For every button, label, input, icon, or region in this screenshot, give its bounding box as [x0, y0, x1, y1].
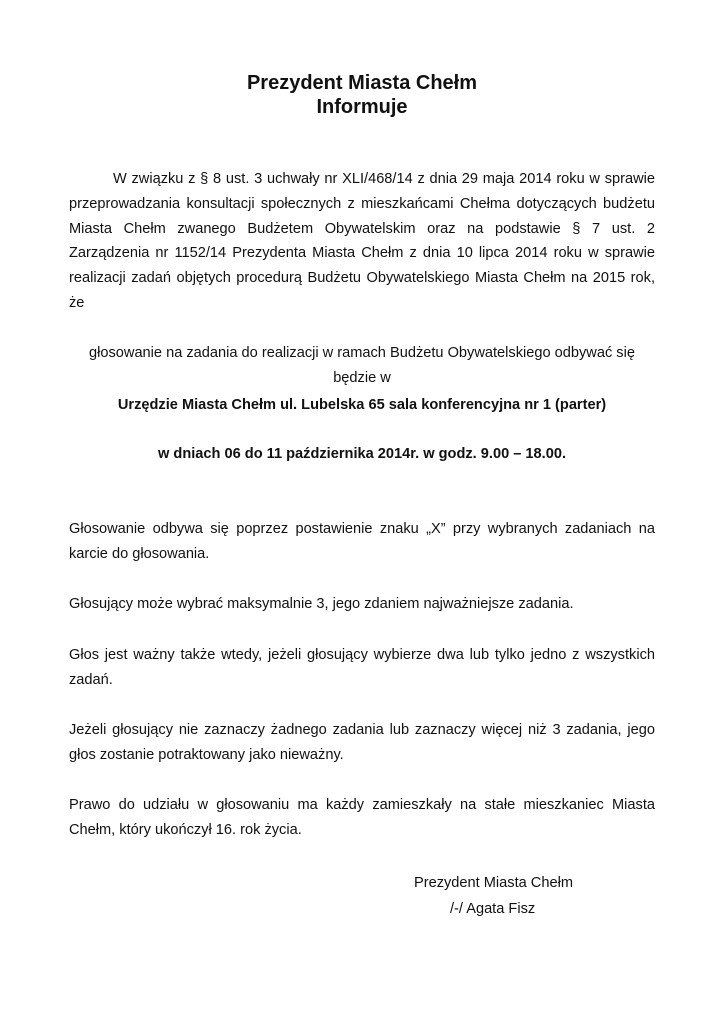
- voting-location: Urzędzie Miasta Chełm ul. Lubelska 65 sala konferencyjna nr 1 (parter): [117, 397, 607, 413]
- intro-paragraph: W związku z § 8 ust. 3 uchwały nr XLI/468/14 z dnia 29 maja 2014 roku w sprawie przeprowadzania konsultacji społecznych z mieszkańcami Chełma dotyczących budżetu Miasta Chełm zwanego Budżetem Obywatelskim oraz na podstawie § 7 ust. 2 Zarządzenia nr 1152/14 Prezydenta Miasta Chełm z dnia 10 lipca 2014 roku w sprawie realizacji zadań objętych procedurą Budżetu Obywatelskiego Miasta Chełm na 2015 rok, że: [69, 171, 655, 311]
- document-subtitle: Informuje: [316, 96, 408, 118]
- rule-paragraph-1: Głosowanie odbywa się poprzez postawienie znaku „X” przy wybranych zadaniach na karcie do głosowania.: [69, 521, 655, 562]
- announcement-line-2: będzie w: [333, 370, 391, 386]
- rule-paragraph-4: Jeżeli głosujący nie zaznaczy żadnego zadania lub zaznaczy więcej niż 3 zadania, jego głos zostanie potraktowany jako nieważny.: [69, 722, 655, 763]
- rule-paragraph-2: Głosujący może wybrać maksymalnie 3, jego zdaniem najważniejsze zadania.: [69, 596, 574, 612]
- signature-position: Prezydent Miasta Chełm: [414, 875, 573, 891]
- rule-paragraph-5: Prawo do udziału w głosowaniu ma każdy zamieszkały na stałe mieszkaniec Miasta Chełm, który ukończył 16. rok życia.: [69, 797, 655, 838]
- announcement-line-1: głosowanie na zadania do realizacji w ramach Budżetu Obywatelskiego odbywać się: [89, 345, 635, 361]
- document-title: Prezydent Miasta Chełm: [246, 72, 478, 94]
- signature-name: /-/ Agata Fisz: [450, 901, 536, 917]
- rule-paragraph-3: Głos jest ważny także wtedy, jeżeli głosujący wybierze dwa lub tylko jedno z wszystkich zadań.: [69, 647, 655, 688]
- voting-dates: w dniach 06 do 11 października 2014r. w godz. 9.00 – 18.00.: [158, 446, 566, 462]
